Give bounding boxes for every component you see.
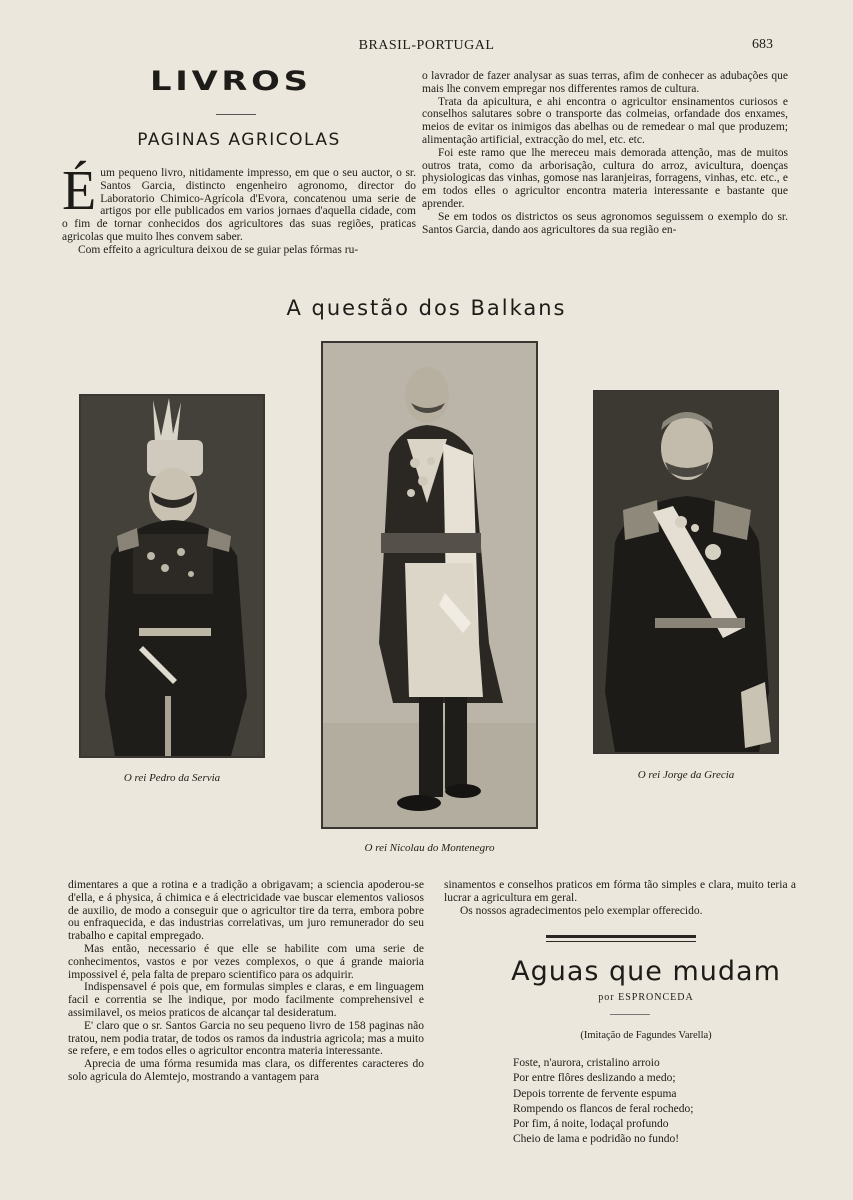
- poem-stanza: [513, 1056, 693, 1148]
- caption-king-nicolau: O rei Nicolau do Montenegro: [364, 842, 495, 854]
- article-title-paginas-agricolas: PAGINAS AGRICOLAS: [137, 130, 341, 150]
- article-column-4: [444, 879, 796, 917]
- paragraph: E' claro que o sr. Santos Garcia no seu pequeno livro de 158 paginas não tratou, nem podia tratar, de todos os ramos da industria agricola; mas a muito se refere, e em todos elles o agricultor encontra materia interessante.: [68, 1019, 424, 1058]
- poem-line: Por fim, á noite, lodaçal profundo: [513, 1118, 669, 1131]
- paragraph: Com effeito a agricultura deixou de se guiar pelas fórmas ru-: [78, 243, 359, 256]
- portrait-figure-icon: [595, 392, 777, 752]
- poem-divider: [546, 935, 696, 938]
- poem-byline: por ESPRONCEDA: [598, 992, 694, 1003]
- paragraph: Foi este ramo que lhe mereceu mais demorada attenção, mas de muitos outros trata, como da arborisação, cultura do arroz, avicultura, doenças physiologicas das vinhas, gomose nas laranjeiras, forragens, vinhas, etc. etc., e em todos elles o agricultor encontra materia interessante e bastante que aprender.: [422, 146, 788, 210]
- article-column-1: [62, 160, 416, 257]
- poem-line: Foste, n'aurora, cristalino arroio: [513, 1057, 660, 1069]
- poem-divider: [546, 941, 696, 942]
- section-title-livros: LIVROS: [150, 66, 312, 97]
- running-header: BRASIL-PORTUGAL: [358, 38, 495, 53]
- poem-note: (Imitação de Fagundes Varella): [580, 1030, 712, 1041]
- page-number: 683: [752, 37, 773, 52]
- poem-rule: [610, 1014, 650, 1015]
- photo-king-jorge: [593, 390, 779, 754]
- paragraph: Trata da apicultura, e ahi encontra o agricultor ensinamentos curiosos e conselhos salutares sobre o transporte das colmeias, orfandade dos enxames, meios de evitar os inimigos das abelhas ou de remedear o mal que produzem; alimentação artificial, extracção do mel, etc. etc.: [422, 95, 788, 146]
- drop-cap: É: [62, 160, 97, 222]
- paragraph: um pequeno livro, nitidamente impresso, em que o seu auctor, o sr. Santos Garcia, distincto engenheiro agronomo, director do Laboratorio Chimico-Agrícola d'Evora, concatenou uma serie de artigos por elle publicados em varios jornaes d'aquella cidade, com o fim de tornar conhecidos dos agricultores das suas regiões, praticas agricolas que muito lhes convem saber.: [62, 167, 416, 243]
- photo-king-pedro: [79, 394, 265, 758]
- article-column-2: [422, 70, 788, 236]
- paragraph: Os nossos agradecimentos pelo exemplar offerecido.: [460, 904, 703, 917]
- paragraph: Mas então, necessario é que elle se habilite com uma serie de conhecimentos, vastos e por vezes complexos, o que á grande maioria impossivel é, pela falta de preparo scientifico para os adquirir.: [68, 942, 424, 981]
- paragraph: Se em todos os districtos os seus agronomos seguissem o exemplo do sr. Santos Garcia, dando aos agricultores da sua região en-: [422, 210, 788, 236]
- article-column-3: [68, 879, 424, 1084]
- poem-line: Por entre flôres deslizando a medo;: [513, 1072, 676, 1085]
- poem-line: Rompendo os flancos de feral rochedo;: [513, 1102, 694, 1115]
- portrait-figure-icon: [81, 396, 263, 756]
- portrait-figure-icon: [323, 343, 536, 827]
- caption-king-jorge: O rei Jorge da Grecia: [637, 769, 735, 781]
- poem-line: Depois torrente de fervente espuma: [513, 1087, 677, 1100]
- poem-title: Aguas que mudam: [511, 956, 781, 987]
- title-divider: [216, 114, 256, 115]
- caption-king-pedro: O rei Pedro da Servia: [123, 772, 221, 784]
- paragraph: sinamentos e conselhos praticos em fórma tão simples e clara, muito teria a lucrar a agricultura em geral.: [444, 879, 796, 904]
- paragraph: Aprecia de uma fórma resumida mas clara, os differentes caracteres do solo agricula do Alemtejo, mostrando a vantagem para: [68, 1058, 424, 1083]
- paragraph: Indispensavel é pois que, em formulas simples e claras, e em linguagem facil e correntia se lhe indique, por modo facilmente comprehensivel e assimilavel, os meios praticos de alcançar tal desideratum.: [68, 981, 424, 1019]
- photo-king-nicolau: [321, 341, 538, 829]
- paragraph: dimentares a que a rotina e a tradição a obrigavam; a sciencia apoderou-se d'ella, e á physica, á chimica e á electricidade vae buscar elementos valiosos de auxilio, de modo a conseguir que o agricultor tire da terra, embora pobre ou enfraquecida, e das industrias correlativas, um juro remunerador do seu trabalho e capital empregado.: [68, 879, 424, 943]
- section-title-balkans: A questão dos Balkans: [286, 296, 567, 320]
- paragraph: o lavrador de fazer analysar as suas terras, afim de conhecer as adubações que mais lhe convem empregar nos differentes ramos de cultura.: [422, 70, 788, 95]
- poem-line: Cheio de lama e podridão no fundo!: [513, 1133, 680, 1146]
